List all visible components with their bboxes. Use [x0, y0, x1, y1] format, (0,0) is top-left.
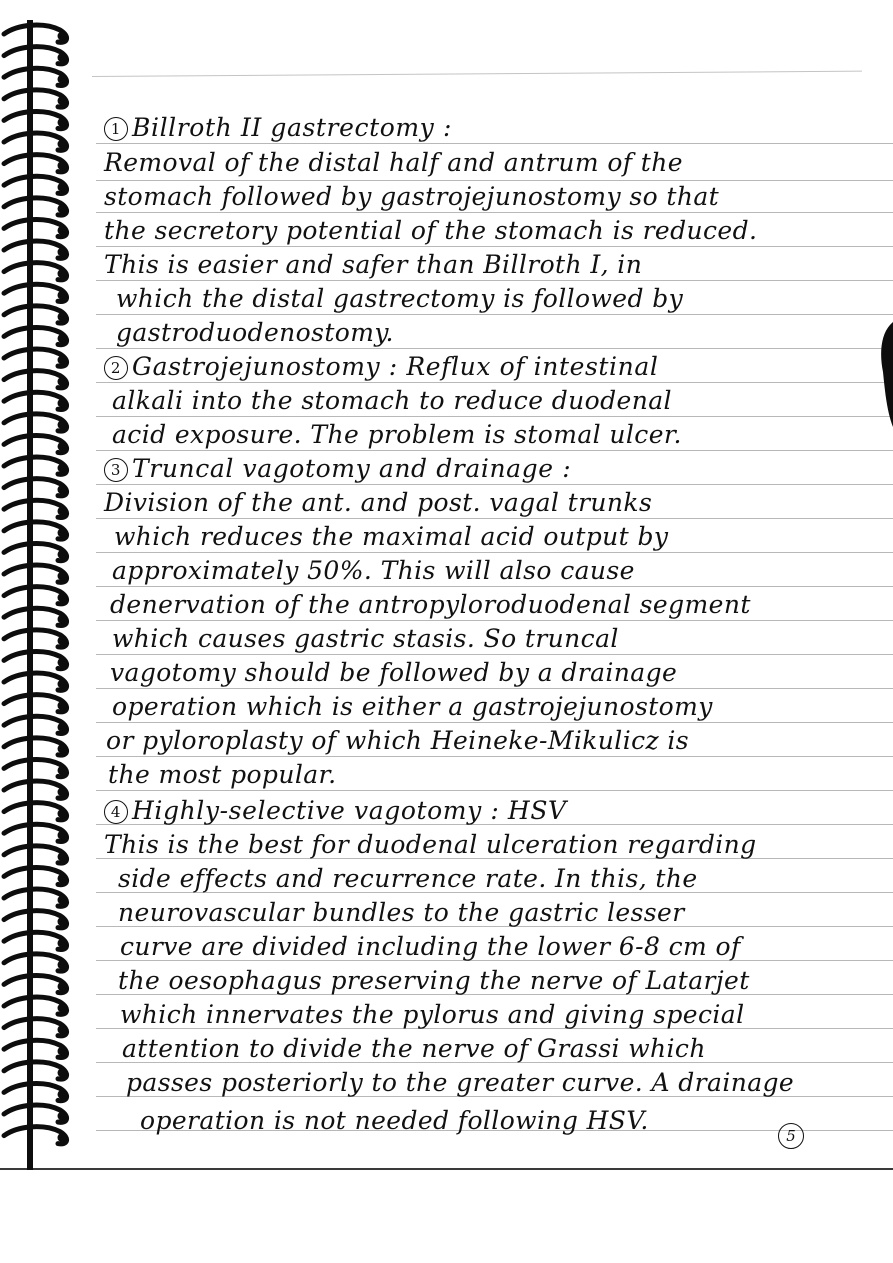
spiral-coil — [4, 587, 67, 604]
binding-hole — [58, 96, 67, 105]
ruled-line — [96, 518, 893, 519]
spiral-coil — [4, 997, 67, 1014]
binding-hole — [58, 291, 67, 300]
binding-hole — [58, 831, 67, 840]
text-line: gastroduodenostomy. — [116, 318, 394, 347]
spiral-coil — [4, 1083, 67, 1100]
binding-hole — [58, 269, 67, 278]
binding-hole — [58, 1133, 67, 1142]
text-line: operation is not needed following HSV. — [140, 1106, 649, 1135]
spiral-coil — [4, 176, 67, 193]
binding-hole — [58, 960, 67, 969]
binding-hole — [58, 1047, 67, 1056]
binding-hole — [58, 528, 67, 537]
text-line: attention to divide the nerve of Grassi which — [122, 1034, 706, 1063]
binding-hole — [58, 183, 67, 192]
spiral-coil — [4, 911, 67, 928]
spiral-coil — [4, 1105, 67, 1122]
spiral-coil — [4, 284, 67, 301]
binding-hole — [58, 399, 67, 408]
spiral-coil — [4, 608, 67, 625]
spiral-coil — [4, 371, 67, 388]
binding-hole — [58, 312, 67, 321]
section-number: 4 — [104, 800, 128, 824]
spiral-coil — [4, 155, 67, 172]
text-line: operation which is either a gastrojejunostomy — [112, 692, 713, 721]
binding-hole — [58, 809, 67, 818]
spiral-coil — [4, 1040, 67, 1057]
ruled-line — [96, 484, 893, 485]
spiral-coil — [4, 565, 67, 582]
binding-hole — [58, 485, 67, 494]
spiral-coil — [4, 954, 67, 971]
binding-hole — [58, 982, 67, 991]
spiral-coil — [4, 500, 67, 517]
ruled-line — [96, 790, 893, 791]
text-line: denervation of the antropyloroduodenal segment — [110, 590, 751, 619]
binding-hole — [58, 1112, 67, 1121]
text-line: passes posteriorly to the greater curve. A drainage — [126, 1068, 795, 1097]
text-line: the oesophagus preserving the nerve of Latarjet — [118, 966, 750, 995]
text-line: the most popular. — [108, 760, 337, 789]
binding-hole — [58, 356, 67, 365]
spiral-coil — [4, 673, 67, 690]
text-line: stomach followed by gastrojejunostomy so that — [104, 182, 720, 211]
binding-hole — [58, 701, 67, 710]
text-line: Division of the ant. and post. vagal trunks — [104, 488, 653, 517]
section-number: 2 — [104, 356, 128, 380]
ruled-line — [96, 450, 893, 451]
section-heading-text: Gastrojejunostomy : Reflux of intestinal — [132, 352, 659, 381]
text-line: acid exposure. The problem is stomal ulcer. — [112, 420, 682, 449]
ruled-line — [96, 212, 893, 213]
ruled-line — [96, 246, 893, 247]
binding-hole — [58, 161, 67, 170]
spiral-coil — [4, 479, 67, 496]
spiral-coil — [4, 457, 67, 474]
spiral-coil — [4, 1062, 67, 1079]
section-heading — [104, 454, 571, 484]
text-line: the secretory potential of the stomach is reduced. — [104, 216, 758, 245]
binding-hole — [58, 917, 67, 926]
spiral-coil — [4, 392, 67, 409]
text-line: side effects and recurrence rate. In this, the — [118, 864, 698, 893]
binding-hole — [58, 939, 67, 948]
spiral-coil — [4, 738, 67, 755]
spiral-coil — [4, 349, 67, 366]
binding-hole — [58, 1068, 67, 1077]
binding-hole — [58, 550, 67, 559]
binding-hole — [58, 1090, 67, 1099]
ruled-line — [96, 143, 893, 144]
spiral-coil — [4, 263, 67, 280]
spiral-coil — [4, 219, 67, 236]
spiral-coil — [4, 25, 67, 42]
binding-hole — [58, 53, 67, 62]
section-heading-text: Billroth II gastrectomy : — [132, 113, 452, 142]
spiral-coil — [4, 867, 67, 884]
binding-hole — [58, 420, 67, 429]
top-margin-line — [92, 71, 862, 77]
section-number: 1 — [104, 117, 128, 141]
binding-hole — [58, 140, 67, 149]
spiral-coil — [4, 414, 67, 431]
binding-hole — [58, 658, 67, 667]
ruled-line — [96, 280, 893, 281]
spiral-coil — [4, 435, 67, 452]
binding-hole — [58, 636, 67, 645]
ruled-line — [96, 722, 893, 723]
binding-hole — [58, 464, 67, 473]
text-line: which reduces the maximal acid output by — [114, 522, 669, 551]
binding-hole — [58, 334, 67, 343]
spiral-coil — [4, 543, 67, 560]
ruled-line — [96, 620, 893, 621]
binding-hole — [58, 118, 67, 127]
text-line: Removal of the distal half and antrum of the — [104, 148, 683, 177]
spiral-coil — [4, 630, 67, 647]
spiral-coil — [4, 932, 67, 949]
binding-hole — [58, 852, 67, 861]
spiral-coil — [4, 133, 67, 150]
spiral-coil — [4, 327, 67, 344]
binding-hole — [58, 788, 67, 797]
binding-hole — [58, 226, 67, 235]
binding-hole — [58, 75, 67, 84]
spiral-coil — [4, 306, 67, 323]
binding-hole — [58, 874, 67, 883]
binding-hole — [58, 377, 67, 386]
binding-hole — [58, 723, 67, 732]
binding-hole — [58, 442, 67, 451]
spiral-coil — [4, 1019, 67, 1036]
spiral-coil — [4, 824, 67, 841]
spiral-coil — [4, 198, 67, 215]
spiral-coil — [4, 1127, 67, 1144]
text-line: approximately 50%. This will also cause — [112, 556, 635, 585]
text-line: which innervates the pylorus and giving special — [120, 1000, 745, 1029]
spiral-coil — [4, 716, 67, 733]
spiral-coil — [4, 111, 67, 128]
text-line: vagotomy should be followed by a drainage — [110, 658, 678, 687]
section-heading-text: Truncal vagotomy and drainage : — [132, 454, 572, 483]
ruled-line — [96, 348, 893, 349]
spiral-coil — [4, 759, 67, 776]
section-number: 3 — [104, 458, 128, 482]
spiral-coil — [4, 68, 67, 85]
spiral-binding — [0, 20, 90, 1170]
ruled-line — [96, 688, 893, 689]
text-line: This is easier and safer than Billroth I, in — [104, 250, 643, 279]
spiral-coil — [4, 846, 67, 863]
ruled-line — [96, 756, 893, 757]
spiral-coil — [4, 781, 67, 798]
binding-hole — [58, 204, 67, 213]
spiral-coil — [4, 90, 67, 107]
ruled-line — [96, 382, 893, 383]
binding-hole — [58, 615, 67, 624]
section-heading — [104, 352, 658, 382]
binding-hole — [58, 248, 67, 257]
section-heading — [104, 796, 567, 826]
ruled-line — [96, 654, 893, 655]
text-line: or pyloroplasty of which Heineke-Mikulicz is — [106, 726, 690, 755]
page-edge-mark — [879, 322, 893, 427]
spiral-coil — [4, 241, 67, 258]
binding-hole — [58, 32, 67, 41]
section-heading — [104, 113, 452, 143]
text-line: alkali into the stomach to reduce duodenal — [112, 386, 672, 415]
text-line: which the distal gastrectomy is followed by — [116, 284, 684, 313]
spiral-coil — [4, 975, 67, 992]
binding-hole — [58, 593, 67, 602]
page-number: 5 — [778, 1123, 804, 1149]
spiral-coil — [4, 651, 67, 668]
ruled-line — [96, 586, 893, 587]
spiral-coil — [4, 803, 67, 820]
binding-hole — [58, 680, 67, 689]
ruled-line — [96, 180, 893, 181]
spiral-coil — [4, 889, 67, 906]
binding-hole — [58, 744, 67, 753]
text-line: curve are divided including the lower 6-8 cm of — [120, 932, 741, 961]
binding-hole — [58, 1025, 67, 1034]
ruled-line — [96, 314, 893, 315]
ruled-line — [96, 416, 893, 417]
text-line: which causes gastric stasis. So truncal — [112, 624, 619, 653]
binding-hole — [58, 766, 67, 775]
section-heading-text: Highly-selective vagotomy : HSV — [132, 796, 567, 825]
binding-hole — [58, 572, 67, 581]
ruled-line — [96, 552, 893, 553]
binding-hole — [58, 896, 67, 905]
text-line: neurovascular bundles to the gastric lesser — [118, 898, 685, 927]
binding-hole — [58, 507, 67, 516]
binding-hole — [58, 1004, 67, 1013]
spiral-coil — [4, 695, 67, 712]
spiral-coil — [4, 522, 67, 539]
spiral-coil — [4, 47, 67, 64]
text-line: This is the best for duodenal ulceration regarding — [104, 830, 757, 859]
